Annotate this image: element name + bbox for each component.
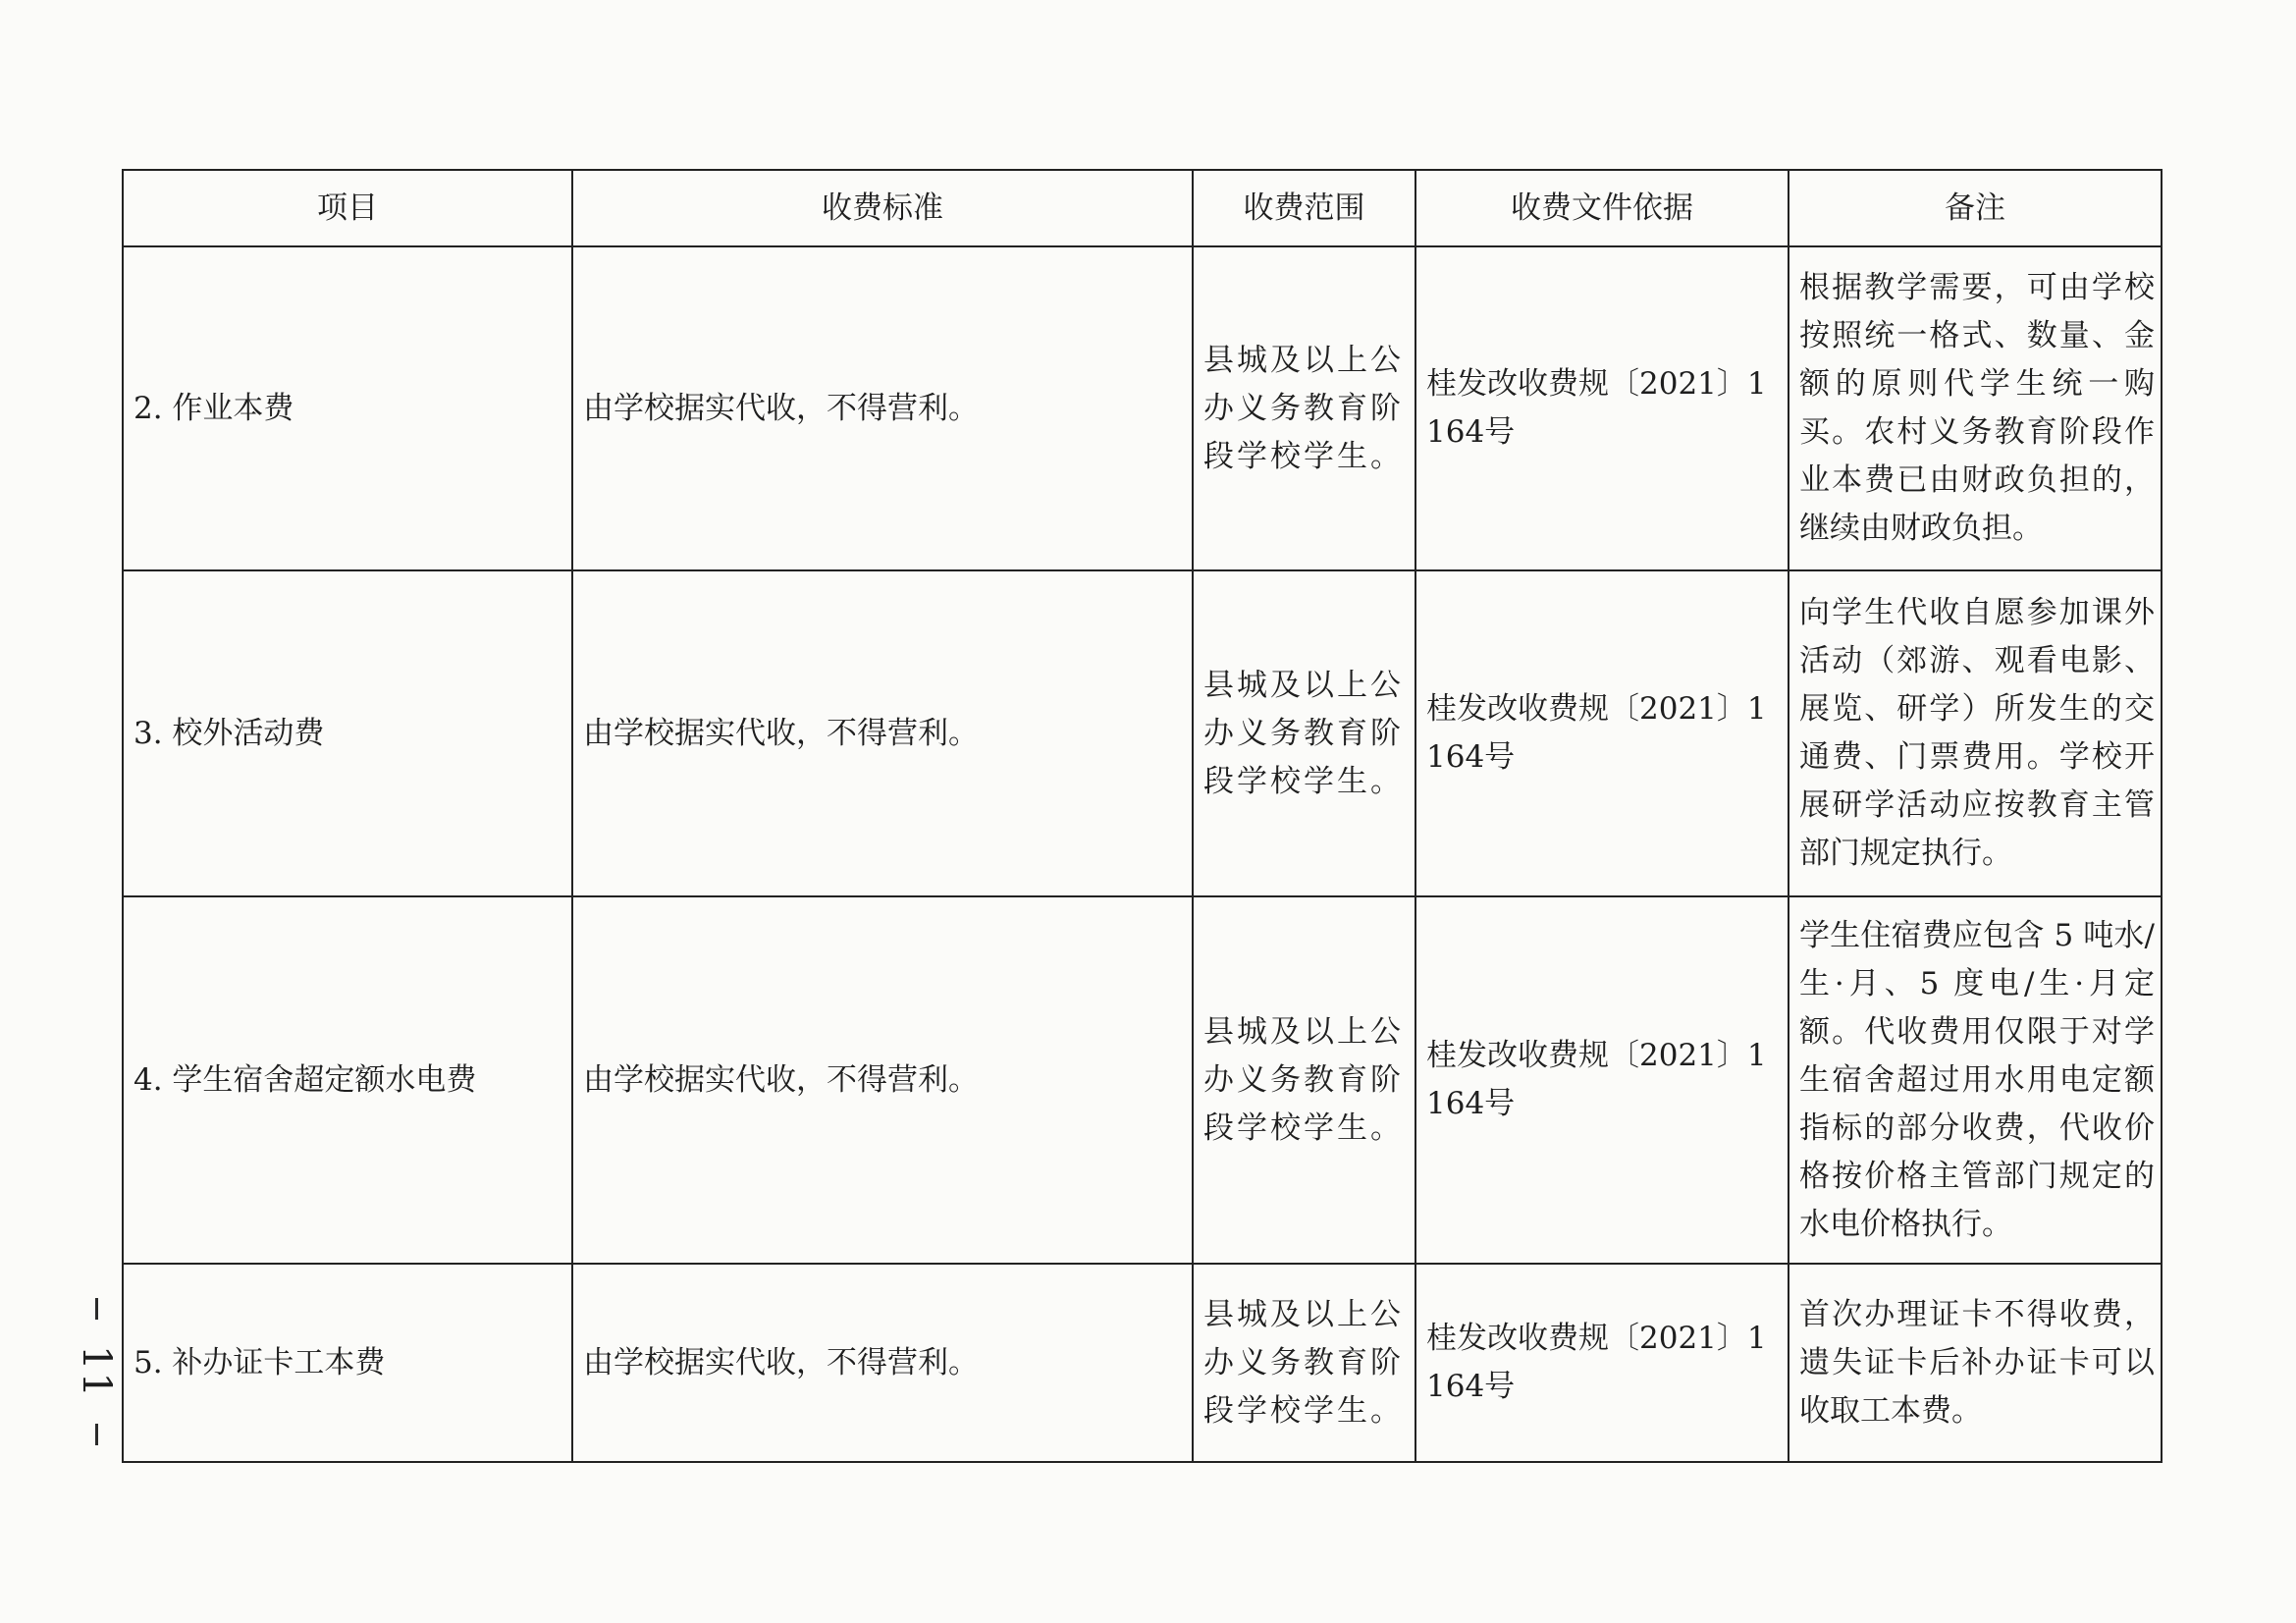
cell-remark: 向学生代收自愿参加课外活动（郊游、观看电影、展览、研学）所发生的交通费、门票费用。学校开展研学活动应按教育主管部门规定执行。 bbox=[1789, 570, 2162, 896]
header-item: 项目 bbox=[123, 170, 572, 246]
cell-scope: 县城及以上公办义务教育阶段学校学生。 bbox=[1193, 246, 1415, 570]
cell-basis: 桂发改收费规〔2021〕1164号 bbox=[1415, 896, 1789, 1264]
cell-remark: 首次办理证卡不得收费，遗失证卡后补办证卡可以收取工本费。 bbox=[1789, 1264, 2162, 1462]
page-number-dash-top bbox=[95, 1298, 98, 1320]
cell-scope: 县城及以上公办义务教育阶段学校学生。 bbox=[1193, 896, 1415, 1264]
cell-basis: 桂发改收费规〔2021〕1164号 bbox=[1415, 246, 1789, 570]
cell-item: 4. 学生宿舍超定额水电费 bbox=[123, 896, 572, 1264]
header-remark: 备注 bbox=[1789, 170, 2162, 246]
cell-standard: 由学校据实代收，不得营利。 bbox=[572, 246, 1193, 570]
table-row bbox=[123, 246, 2162, 570]
table-row bbox=[123, 896, 2162, 1264]
cell-standard: 由学校据实代收，不得营利。 bbox=[572, 896, 1193, 1264]
cell-scope: 县城及以上公办义务教育阶段学校学生。 bbox=[1193, 1264, 1415, 1462]
cell-remark: 根据教学需要，可由学校按照统一格式、数量、金额的原则代学生统一购买。农村义务教育阶段作业本费已由财政负担的，继续由财政负担。 bbox=[1789, 246, 2162, 570]
cell-basis: 桂发改收费规〔2021〕1164号 bbox=[1415, 1264, 1789, 1462]
page-number-dash-bottom bbox=[95, 1424, 98, 1445]
header-standard: 收费标准 bbox=[572, 170, 1193, 246]
cell-item: 5. 补办证卡工本费 bbox=[123, 1264, 572, 1462]
cell-basis: 桂发改收费规〔2021〕1164号 bbox=[1415, 570, 1789, 896]
cell-standard: 由学校据实代收，不得营利。 bbox=[572, 1264, 1193, 1462]
cell-item: 2. 作业本费 bbox=[123, 246, 572, 570]
page-number-text: 11 bbox=[74, 1344, 119, 1399]
header-basis: 收费文件依据 bbox=[1415, 170, 1789, 246]
cell-standard: 由学校据实代收，不得营利。 bbox=[572, 570, 1193, 896]
table-row bbox=[123, 570, 2162, 896]
cell-scope: 县城及以上公办义务教育阶段学校学生。 bbox=[1193, 570, 1415, 896]
cell-remark: 学生住宿费应包含 5 吨水/生·月、5 度电/生·月定额。代收费用仅限于对学生宿舍超过用水用电定额指标的部分收费，代收价格按价格主管部门规定的水电价格执行。 bbox=[1789, 896, 2162, 1264]
table-row bbox=[123, 1264, 2162, 1462]
fee-table bbox=[122, 169, 2163, 1463]
page-number bbox=[74, 1298, 119, 1445]
cell-item: 3. 校外活动费 bbox=[123, 570, 572, 896]
table-header-row bbox=[123, 170, 2162, 246]
header-scope: 收费范围 bbox=[1193, 170, 1415, 246]
